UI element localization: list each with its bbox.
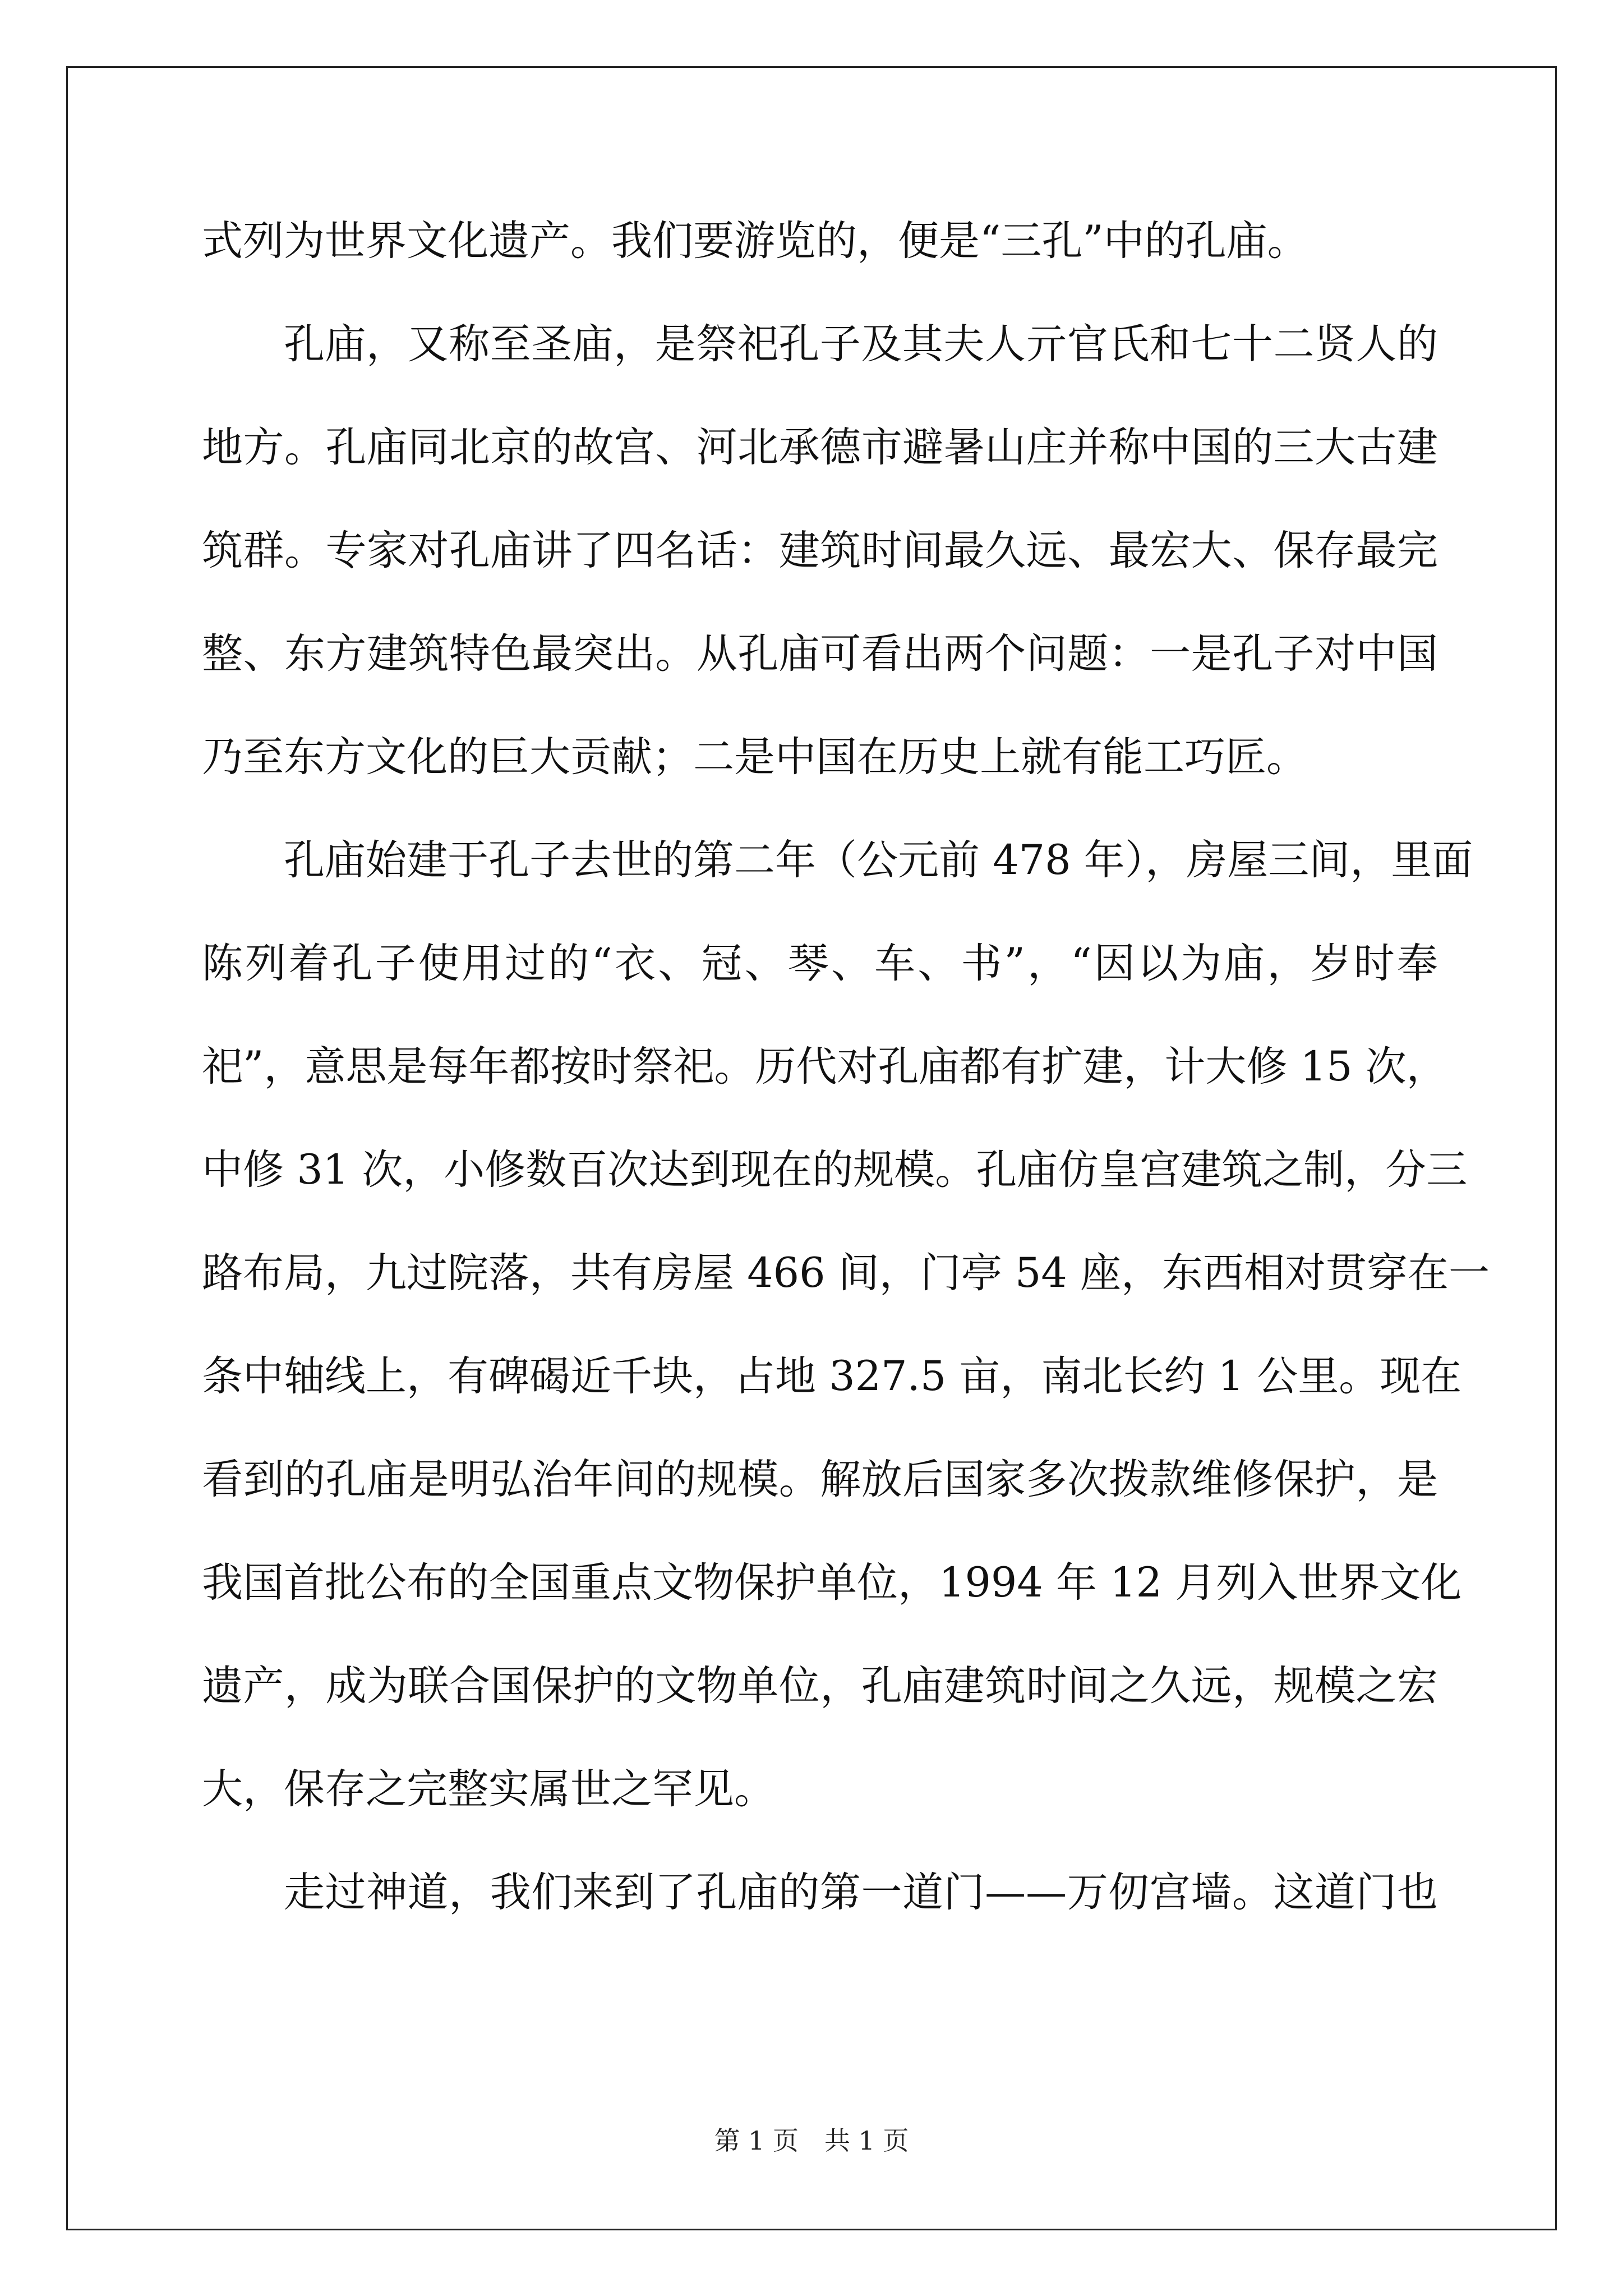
document-body (202, 190, 1490, 1944)
text-line: 路布局，九过院落，共有房屋 466 间，门亭 54 座，东西相对贯穿在一 (202, 1249, 1490, 1297)
text-line: 整、东方建筑特色最突出。从孔庙可看出两个问题：一是孔子对中国 (202, 630, 1438, 678)
text-line: 大，保存之完整实属世之罕见。 (202, 1765, 775, 1813)
paragraph (202, 190, 1438, 293)
text-line: 乃至东方文化的巨大贡献；二是中国在历史上就有能工巧匠。 (202, 733, 1307, 781)
paragraph (202, 1841, 1438, 1944)
text-line: 地方。孔庙同北京的故宫、河北承德市避暑山庄并称中国的三大古建 (202, 424, 1438, 471)
paragraph (202, 293, 1438, 809)
text-line: 中修 31 次，小修数百次达到现在的规模。孔庙仿皇宫建筑之制，分三 (202, 1146, 1468, 1194)
text-line: 陈列着孔子使用过的“衣、冠、琴、车、书”，“因以为庙，岁时奉 (202, 940, 1438, 987)
text-line: 式列为世界文化遗产。我们要游览的，便是“三孔”中的孔庙。 (202, 217, 1308, 265)
paragraph (202, 809, 1490, 1841)
text-line: 走过神道，我们来到了孔庙的第一道门——万仞宫墙。这道门也 (284, 1869, 1438, 1916)
text-line: 祀”，意思是每年都按时祭祀。历代对孔庙都有扩建，计大修 15 次， (202, 1043, 1447, 1091)
text-line: 遗产，成为联合国保护的文物单位，孔庙建筑时间之久远，规模之宏 (202, 1662, 1438, 1710)
page-footer: 第 1 页 共 1 页 (714, 2125, 909, 2156)
text-line: 看到的孔庙是明弘治年间的规模。解放后国家多次拨款维修保护，是 (202, 1456, 1438, 1503)
text-line: 条中轴线上，有碑碣近千块，占地 327.5 亩，南北长约 1 公里。现在 (202, 1352, 1462, 1400)
text-line: 孔庙始建于孔子去世的第二年（公元前 478 年），房屋三间，里面 (284, 836, 1473, 884)
text-line: 筑群。专家对孔庙讲了四名话：建筑时间最久远、最宏大、保存最完 (202, 527, 1438, 574)
text-line: 我国首批公布的全国重点文物保护单位，1994 年 12 月列入世界文化 (202, 1559, 1462, 1607)
text-line: 孔庙，又称至圣庙，是祭祀孔子及其夫人亓官氏和七十二贤人的 (284, 320, 1438, 368)
